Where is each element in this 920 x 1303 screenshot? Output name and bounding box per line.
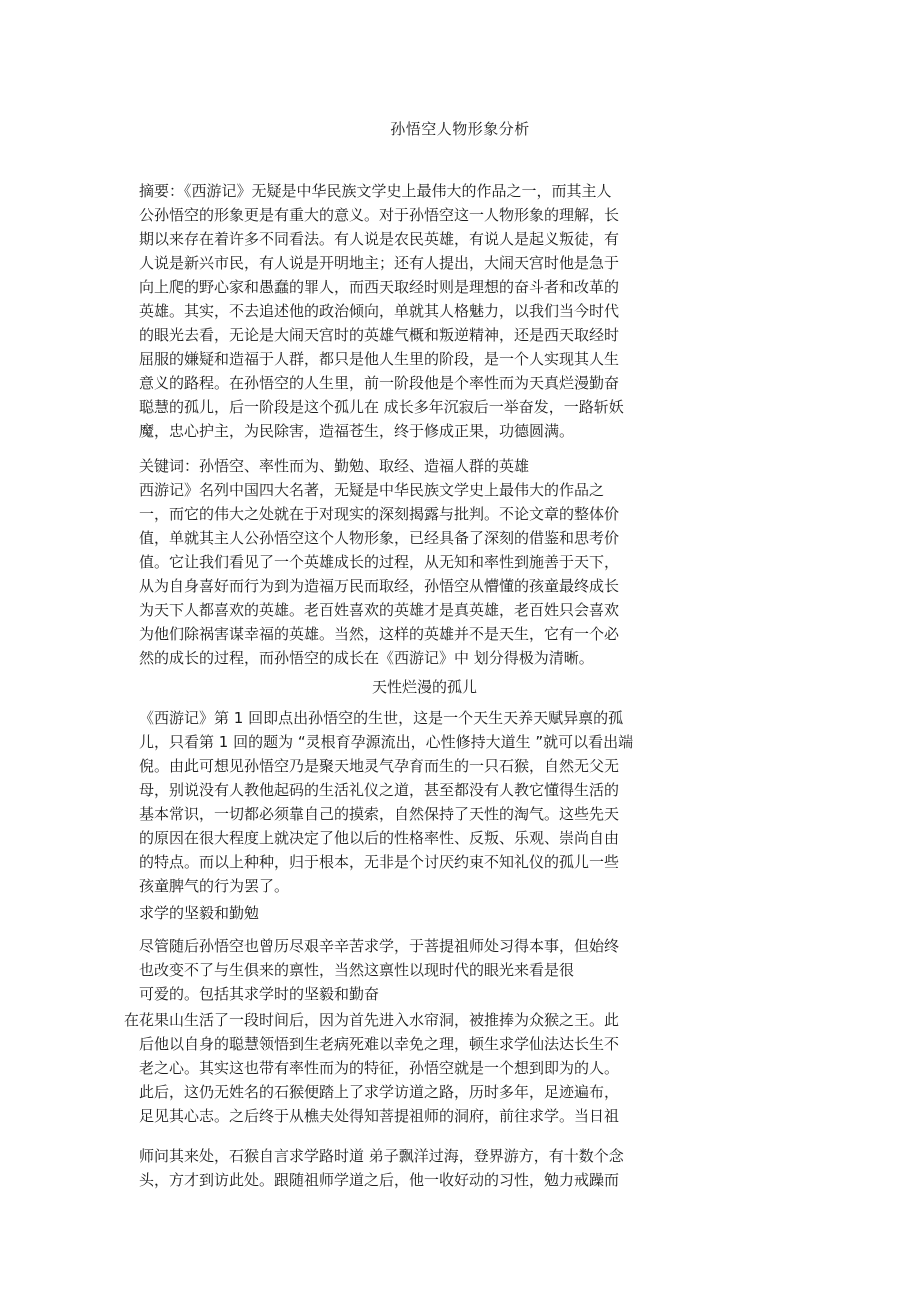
page-title: 孙悟空人物形象分析	[390, 120, 530, 138]
text-line: 意义的路程。在孙悟空的人生里，前一阶段他是个率性而为天真烂漫勤奋	[139, 374, 620, 392]
text-line: 摘要：《西游记》无疑是中华民族文学史上最伟大的作品之一，而其主人	[139, 182, 612, 200]
text-line: 母，别说没有人教他起码的生活礼仪之道，甚至都没有人教它懂得生活的	[139, 781, 620, 799]
text-line: 头，方才到访此处。跟随祖师学道之后，他一收好动的习性，勉力戒躁而	[139, 1171, 620, 1189]
text-line: 此后，这仍无姓名的石猴便踏上了求学访道之路，历时多年，足迹遍布，	[139, 1083, 620, 1101]
text-line: 足见其心志。之后终于从樵夫处得知菩提祖师的洞府，前往求学。当日祖	[139, 1107, 620, 1125]
text-line: 尽管随后孙悟空也曾历尽艰辛辛苦求学，于菩提祖师处习得本事，但始终	[139, 937, 620, 955]
text-line: 倪。由此可想见孙悟空乃是聚天地灵气孕育而生的一只石猴，自然无父无	[139, 757, 620, 775]
text-line: 魔，忠心护主，为民除害，造福苍生，终于修成正果，功德圆满。	[139, 422, 575, 440]
text-line: 也改变不了与生俱来的禀性，当然这禀性以现时代的眼光来看是很	[139, 961, 575, 979]
text-line: 《西游记》第 1 回即点出孙悟空的生世，这是一个天生天养天赋异禀的孤	[139, 709, 624, 727]
text-line: 后他以自身的聪慧领悟到生老病死难以幸免之理，顿生求学仙法达长生不	[139, 1035, 620, 1053]
text-line: 基本常识，一切都必须靠自己的摸索，自然保持了天性的淘气。这些先天	[139, 805, 620, 823]
text-line: 为他们除祸害谋幸福的英雄。当然，这样的英雄并不是天生，它有一个必	[139, 625, 620, 643]
text-line: 可爱的。包括其求学时的坚毅和勤奋	[139, 985, 380, 1003]
text-line: 孩童脾气的行为罢了。	[139, 877, 290, 895]
text-line: 儿，只看第 1 回的题为 “灵根育孕源流出，心性修持大道生 ”就可以看出端	[139, 733, 634, 751]
text-line: 期以来存在着许多不同看法。有人说是农民英雄，有说人是起义叛徒，有	[139, 230, 620, 248]
keywords-line: 关键词：孙悟空、率性而为、勤勉、取经、造福人群的英雄	[139, 457, 530, 475]
section-heading: 求学的坚毅和勤勉	[139, 904, 260, 922]
text-line: 然的成长的过程，而孙悟空的成长在《西游记》中 划分得极为清晰。	[139, 649, 594, 667]
text-line: 一，而它的伟大之处就在于对现实的深刻揭露与批判。不论文章的整体价	[139, 505, 620, 523]
text-line: 西游记》名列中国四大名著，无疑是中华民族文学史上最伟大的作品之	[139, 481, 605, 499]
text-line: 值。它让我们看见了一个英雄成长的过程，从无知和率性到施善于天下，	[139, 553, 620, 571]
text-line: 的特点。而以上种种，归于根本，无非是个讨厌约束不知礼仪的孤儿一些	[139, 853, 620, 871]
text-line: 的原因在很大程度上就决定了他以后的性格率性、反叛、乐观、崇尚自由	[139, 829, 620, 847]
text-line: 从为自身喜好而行为到为造福万民而取经，孙悟空从懵懂的孩童最终成长	[139, 577, 620, 595]
text-line: 聪慧的孤儿，后一阶段是这个孤儿在 成长多年沉寂后一举奋发，一路斩妖	[139, 398, 624, 416]
text-line: 人说是新兴市民，有人说是开明地主；还有人提出，大闹天宫时他是急于	[139, 254, 620, 272]
text-line: 英雄。其实，不去追述他的政治倾向，单就其人格魅力，以我们当今时代	[139, 302, 620, 320]
text-line: 为天下人都喜欢的英雄。老百姓喜欢的英雄才是真英雄，老百姓只会喜欢	[139, 601, 620, 619]
section-heading: 天性烂漫的孤儿	[372, 678, 478, 696]
text-line: 老之心。其实这也带有率性而为的特征，孙悟空就是一个想到即为的人。	[139, 1059, 620, 1077]
text-line: 值，单就其主人公孙悟空这个人物形象，已经具备了深刻的借鉴和思考价	[139, 529, 620, 547]
text-line: 在花果山生活了一段时间后，因为首先进入水帘洞，被推捧为众猴之王。此	[124, 1011, 620, 1029]
text-line: 师问其来处，石猴自言求学路时道 弟子飘洋过海，登界游方，有十数个念	[139, 1147, 624, 1165]
text-line: 的眼光去看，无论是大闹天宫时的英雄气概和叛逆精神，还是西天取经时	[139, 326, 620, 344]
text-line: 屈服的嫌疑和造福于人群，都只是他人生里的阶段，是一个人实现其人生	[139, 350, 620, 368]
text-line: 公孙悟空的形象更是有重大的意义。对于孙悟空这一人物形象的理解，长	[139, 206, 620, 224]
text-line: 向上爬的野心家和愚蠢的罪人，而西天取经时则是理想的奋斗者和改革的	[139, 278, 620, 296]
